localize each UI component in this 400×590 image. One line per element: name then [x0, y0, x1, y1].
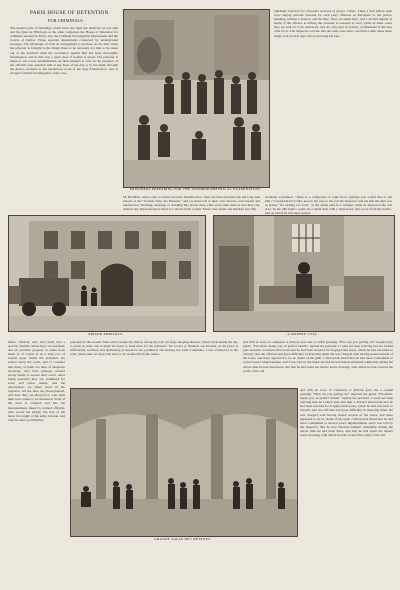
column-1-top-text: The massive pile of buildings which faces the Quai des Orfèvres on one side and the Quai de l'Horloge on the other comprises the House of Detention for criminals arrested in Paris, also the Criminal Investigation Department and the Courts of Justice. Three separate departments connected by underground passages. The advantage of such an arrangement is obvious. At the time when the prisoner is brought to the Dépôt there is no necessity for him to be taken out of the precincts until the accusation against him has been thoroughly investigated, and in this way a great deal of trouble is saved. The prisoner is taken to one travel establishment; he finds himself at once in the presence of the officials who question him at any hour of the day or in the night, through the dreary corridors to the mysterious room of the Juge d'Instruction, who is charged with the investigation of the case.	[10, 26, 118, 76]
double-cell-scene	[214, 216, 394, 331]
column-3-continued-text: and with no trace of confusion or distress gave me a cordial greeting. "How are you getting on?" inquired my guide. "Excellent, thank you, in perfect health," replied the prisoner. I could not help noticing that he looked pale and thin. I learned afterwards that he had been arrested for forging bank notes, which he had executed so cleverly that the officials had great difficulty in detecting them. He was charged with having issued several of the notes, and there appeared to be no doubt of his guilt. I afterwards heard that he had been condemned to several years' imprisonment, and I was told by the inspector that he had behaved himself admirably during the whole time he had been there, and that he had spent his leisure hours drawing, with which he had covered the walls of his cell.	[300, 388, 393, 438]
caption-grande-salle: GRANDE SALLE DES DÉTENUS.	[154, 537, 212, 541]
caption-anthropometrical-examination: PRISONERS PREPARING FOR THE ANTHROPOMETRICAL EXAMINATION.	[129, 187, 262, 191]
column-2-top-text: buildings reserved for prisoners accused of graver crimes. These I had before seen were simply persons arrested for such petty offences as disrespect to the police, hawking without a licence, and the like. They are taken here, and a second inquiry is made; if the offence is trifling the prisoner is released at once, while in other cases they are sent on to be sentenced, and are only kept in solitary confinement if the case calls for it. The inspector told me that the rules were strict, and that a man taken there might wait several days before knowing his fate.	[274, 9, 392, 38]
prison-arrivals-scene	[9, 216, 205, 331]
column-2-top	[274, 9, 392, 189]
illustration-anthropometrical-examination	[123, 9, 270, 188]
column-2-bottom	[70, 340, 238, 385]
article-subtitle: FOR CRIMINALS.	[48, 18, 85, 23]
column-1-bottom	[8, 340, 65, 585]
illustration-double-cell	[213, 215, 395, 332]
column-1-top	[10, 26, 118, 216]
column-3-bottom-text: and with no trace of confusion or distress gave me a cordial greeting. "How are you getting on?" inquired my guide. "Excellent, thank you, in perfect health," replied the prisoner. I could not help noticing that he looked pale and thin. I learned afterwards that he had been arrested for forging bank notes, which he had executed so cleverly that the officials had great difficulty in detecting them. He was charged with having issued several of the notes, and there appeared to be no doubt of his guilt. I afterwards heard that he had been condemned to several years' imprisonment, and I was told by the inspector that he had behaved himself admirably during the whole time he had been there, and that he had spent his leisure hours drawing, with which he had covered the walls of his cell.	[243, 340, 393, 373]
caption-double-cell: A DOUBLE CELL.	[287, 332, 319, 336]
grande-salle-scene	[71, 389, 297, 536]
middle-left-text: M. Bertillon, with a view to future personal identification. They are then marched into the large hall known as the "Grande Salle des Détenus," and are there left to their own devices, unoccupied and unobserved. Strolling, sleeping, or standing idly about, they while away their time as best they can. Almost any important place there is a choice from a jailer. There were about one hundred and fifty	[123, 195, 260, 212]
middle-right-text: suddenly exclaimed, "There is a compound of some floor; perhaps you would like to see him." I replied that I would, and on my way to the cell the inspector told me that the man was in prison "for writing too well," as my guide said in a whisper while he inspected the cell door. In the dim light I could see a small man with a large head, who arose from the trestle-bed on which he had been seated,	[265, 195, 392, 216]
column-3-continued	[300, 388, 393, 585]
illustration-grande-salle	[70, 388, 298, 537]
examination-scene	[124, 10, 269, 187]
article-title: PARIS HOUSE OF DETENTION	[30, 10, 109, 16]
illustration-prison-arrivals	[8, 215, 206, 332]
column-3-bottom	[243, 340, 393, 385]
column-2-bottom-text: prisoners in the Grande Salle when I made my sketch. Along the wall are large sleeping-shelves, folded back during the day to serve as seats, but at night let down to form beds for the prisoners. No covers or blankets are allowed, as the place is sufficiently warmed, and undressing is therefore not permitted. On leaving the Salle Commune, I was conducted to the cells, where men are kept who have to be isolated from the others.	[70, 340, 238, 357]
caption-prison-arrivals: PRISON ARRIVALS.	[88, 332, 124, 336]
column-1-bottom-text: minor officials, who lead them into a special chamber where they are searched, and all portable property is taken from them. It of course is an a long row of boards upon which the prisoners are seated along the walls, and to consider that many of them are men of desperate character, who have perhaps, needed strong hands to secure their arrest. After being searched they are examined for scars and tattoo marks, and the descriptions are taken down in the registers. All the men are photographed, and then they are allowed to wait until their turn comes to be measured. Each of the men is stripped and has his measurements taken by trained officials, who record his height, the size of his head, the length of his arms, his feet, and various other peculiarities.	[8, 340, 65, 422]
